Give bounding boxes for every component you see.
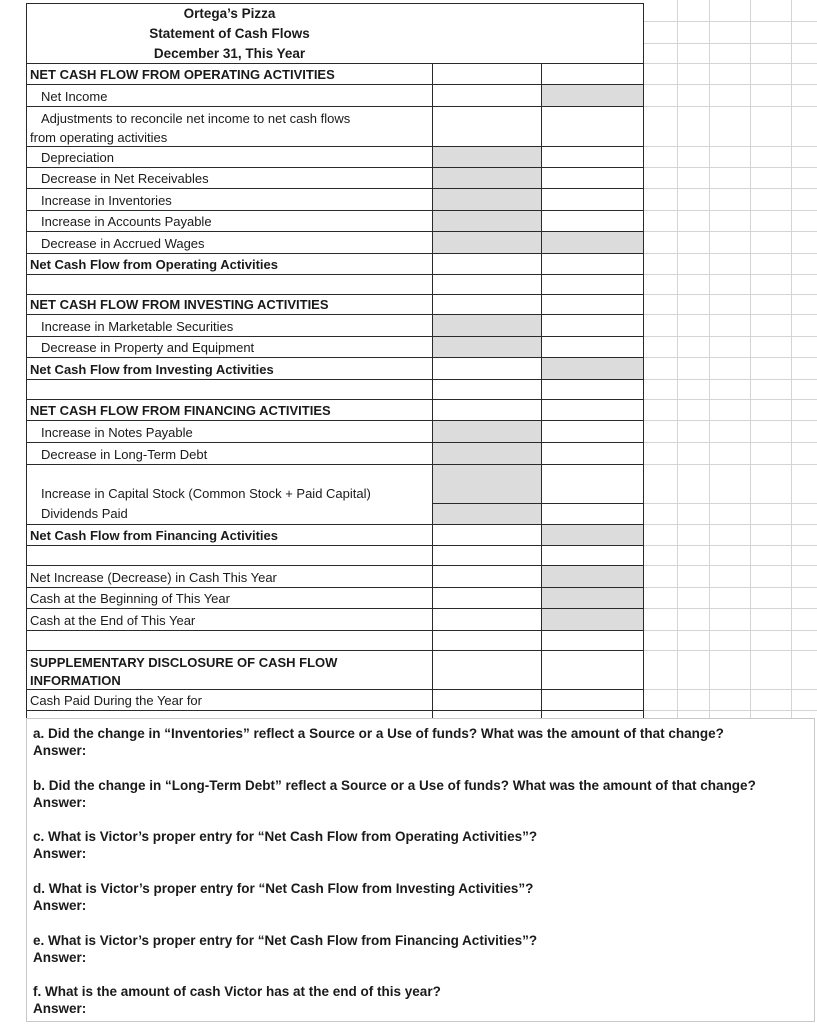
gridline: [677, 0, 678, 720]
gridline: [644, 399, 817, 400]
property-equipment-label: Decrease in Property and Equipment: [41, 340, 255, 355]
label-cell: [26, 275, 433, 295]
gridline: [644, 420, 817, 421]
gridline: [644, 274, 817, 275]
amount-input-cell[interactable]: [433, 503, 542, 524]
label-cell: [26, 211, 433, 232]
gridline: [709, 0, 710, 720]
gridline: [644, 43, 817, 44]
total-cell[interactable]: [542, 400, 644, 421]
total-cell[interactable]: [542, 443, 644, 465]
amount-input-cell[interactable]: [433, 189, 542, 211]
inventories-label: Increase in Inventories: [41, 193, 172, 208]
blank-row: [26, 545, 644, 566]
total-cell[interactable]: [542, 503, 644, 524]
label-cell: [26, 525, 433, 546]
payables-row: [26, 210, 644, 232]
gridline: [644, 294, 817, 295]
operating-total-row: [26, 253, 644, 275]
depreciation-label: Depreciation: [41, 150, 114, 165]
property-equipment-row: [26, 336, 644, 358]
total-cell[interactable]: [542, 168, 644, 189]
total-cell[interactable]: [542, 337, 644, 358]
question-a: [33, 725, 808, 759]
operating-heading: NET CASH FLOW FROM OPERATING ACTIVITIES: [30, 67, 335, 82]
label-cell: [26, 254, 433, 275]
label-cell: [26, 651, 433, 690]
adjustments-label-line2: from operating activities: [30, 130, 168, 145]
operating-total-label: Net Cash Flow from Operating Activities: [30, 257, 279, 272]
label-cell: [26, 443, 433, 465]
total-cell[interactable]: [542, 421, 644, 443]
gridline: [644, 21, 817, 22]
gridline: [644, 710, 817, 711]
statement-header: [26, 3, 644, 63]
gridline: [644, 587, 817, 588]
question-e-text: e. What is Victor’s proper entry for “Net Cash Flow from Financing Activities”?: [33, 933, 538, 948]
net-income-row: [26, 84, 644, 107]
accrued-wages-row: [26, 231, 644, 254]
amount-cell[interactable]: [433, 525, 542, 546]
label-cell: [26, 546, 433, 566]
gridline: [644, 503, 817, 504]
question-e: [33, 932, 808, 966]
amount-input-cell[interactable]: [433, 147, 542, 168]
financing-total-row: [26, 524, 644, 546]
cash-paid-label: Cash Paid During the Year for: [30, 693, 202, 708]
amount-cell[interactable]: [433, 380, 542, 400]
gridline: [644, 357, 817, 358]
total-cell[interactable]: [542, 380, 644, 400]
amount-input-cell[interactable]: [433, 211, 542, 232]
amount-cell[interactable]: [433, 64, 542, 85]
question-d-answer[interactable]: Answer:: [33, 898, 87, 913]
receivables-label: Decrease in Net Receivables: [41, 171, 209, 186]
dividends-row: [26, 503, 644, 524]
dividends-label: Dividends Paid: [41, 506, 128, 521]
long-term-debt-label: Decrease in Long-Term Debt: [41, 447, 208, 462]
gridline: [644, 146, 817, 147]
investing-heading: NET CASH FLOW FROM INVESTING ACTIVITIES: [30, 297, 329, 312]
question-f-text: f. What is the amount of cash Victor has at the end of this year?: [33, 984, 441, 999]
long-term-debt-row: [26, 442, 644, 465]
ending-cash-row: [26, 608, 644, 631]
label-cell: [26, 64, 433, 85]
total-input-cell[interactable]: [542, 525, 644, 546]
question-f-answer[interactable]: Answer:: [33, 1001, 87, 1016]
question-e-answer[interactable]: Answer:: [33, 950, 87, 965]
investing-heading-row: [26, 294, 644, 315]
beginning-cash-row: [26, 587, 644, 609]
total-cell[interactable]: [542, 107, 644, 147]
question-c-answer[interactable]: Answer:: [33, 846, 87, 861]
question-a-answer[interactable]: Answer:: [33, 743, 87, 758]
questions-panel: [26, 718, 815, 1022]
question-d: [33, 880, 808, 914]
amount-cell[interactable]: [433, 275, 542, 295]
financing-heading: NET CASH FLOW FROM FINANCING ACTIVITIES: [30, 403, 331, 418]
gridline: [644, 167, 817, 168]
label-cell: [26, 358, 433, 380]
net-change-row: [26, 565, 644, 588]
total-input-cell[interactable]: [542, 358, 644, 380]
gridline: [644, 650, 817, 651]
gridline: [644, 608, 817, 609]
total-cell[interactable]: [542, 275, 644, 295]
gridline: [644, 630, 817, 631]
question-b-text: b. Did the change in “Long-Term Debt” reflect a Source or a Use of funds? What was the amount of that change?: [33, 778, 756, 793]
capital-stock-label: Increase in Capital Stock (Common Stock + Paid Capital): [41, 486, 371, 501]
payables-label: Increase in Accounts Payable: [41, 214, 212, 229]
gridline: [644, 524, 817, 525]
label-cell: [26, 631, 433, 651]
total-cell[interactable]: [542, 631, 644, 651]
beginning-cash-label: Cash at the Beginning of This Year: [30, 591, 230, 606]
total-input-cell[interactable]: [542, 588, 644, 609]
gridline: [644, 63, 817, 64]
investing-total-label: Net Cash Flow from Investing Activities: [30, 362, 274, 377]
total-cell[interactable]: [542, 64, 644, 85]
gridline: [644, 210, 817, 211]
gridline: [644, 336, 817, 337]
amount-cell[interactable]: [433, 358, 542, 380]
gridline: [644, 689, 817, 690]
label-cell: [26, 380, 433, 400]
total-input-cell[interactable]: [542, 609, 644, 631]
financing-heading-row: [26, 399, 644, 421]
amount-cell[interactable]: [433, 588, 542, 609]
blank-row: [26, 630, 644, 651]
blank-row: [26, 379, 644, 400]
statement-date: December 31, This Year: [153, 46, 306, 61]
supplementary-heading-row: [26, 650, 644, 690]
question-c-text: c. What is Victor’s proper entry for “Net Cash Flow from Operating Activities”?: [33, 829, 538, 844]
amount-cell[interactable]: [433, 651, 542, 690]
total-cell[interactable]: [542, 690, 644, 711]
gridline: [644, 106, 817, 107]
total-cell[interactable]: [542, 147, 644, 168]
amount-cell[interactable]: [433, 690, 542, 711]
label-cell: [26, 588, 433, 609]
statement-title: Statement of Cash Flows: [149, 26, 310, 41]
label-cell: [26, 107, 433, 147]
company-name: Ortega’s Pizza: [183, 6, 276, 21]
notes-payable-row: [26, 420, 644, 443]
gridline: [644, 253, 817, 254]
amount-cell[interactable]: [433, 546, 542, 566]
label-cell: [26, 168, 433, 189]
label-cell: [26, 147, 433, 168]
cash-paid-row: [26, 689, 644, 711]
blank-row: [26, 274, 644, 295]
amount-input-cell[interactable]: [433, 315, 542, 337]
investing-total-row: [26, 357, 644, 380]
total-cell[interactable]: [542, 465, 644, 504]
total-cell[interactable]: [542, 254, 644, 275]
label-cell: [26, 400, 433, 421]
amount-input-cell[interactable]: [433, 168, 542, 189]
financing-total-label: Net Cash Flow from Financing Activities: [30, 528, 278, 543]
label-cell: [26, 609, 433, 631]
amount-input-cell[interactable]: [433, 421, 542, 443]
amount-input-cell[interactable]: [433, 443, 542, 465]
depreciation-row: [26, 146, 644, 168]
supplementary-heading-line2: INFORMATION: [30, 673, 121, 688]
gridline: [644, 464, 817, 465]
label-cell: [26, 295, 433, 315]
question-a-text: a. Did the change in “Inventories” reflect a Source or a Use of funds? What was the amount of that change?: [33, 726, 724, 741]
ending-cash-label: Cash at the End of This Year: [30, 613, 196, 628]
adjustments-label-line1: Adjustments to reconcile net income to net cash flows: [41, 111, 351, 126]
label-cell: [26, 503, 433, 524]
gridline: [644, 379, 817, 380]
label-cell: [26, 85, 433, 107]
total-input-cell[interactable]: [542, 566, 644, 588]
total-cell[interactable]: [542, 189, 644, 211]
total-cell[interactable]: [542, 651, 644, 690]
gridline: [644, 231, 817, 232]
capital-stock-row: [26, 464, 644, 504]
gridline: [644, 442, 817, 443]
total-cell[interactable]: [542, 295, 644, 315]
gridline: [644, 565, 817, 566]
operating-heading-row: [26, 63, 644, 85]
total-input-cell[interactable]: [542, 85, 644, 107]
amount-cell[interactable]: [433, 566, 542, 588]
gridline: [791, 0, 792, 720]
amount-cell[interactable]: [433, 254, 542, 275]
label-cell: [26, 690, 433, 711]
gridline: [750, 0, 751, 720]
question-f: [33, 983, 808, 1017]
amount-cell[interactable]: [433, 400, 542, 421]
net-change-label: Net Increase (Decrease) in Cash This Year: [30, 570, 277, 585]
marketable-securities-label: Increase in Marketable Securities: [41, 319, 234, 334]
net-income-label: Net Income: [41, 89, 108, 104]
amount-cell[interactable]: [433, 609, 542, 631]
label-cell: [26, 465, 433, 504]
question-b-answer[interactable]: Answer:: [33, 795, 87, 810]
gridline: [644, 314, 817, 315]
amount-cell[interactable]: [433, 295, 542, 315]
label-cell: [26, 232, 433, 254]
amount-input-cell[interactable]: [433, 465, 542, 504]
receivables-row: [26, 167, 644, 189]
supplementary-heading-line1: SUPPLEMENTARY DISCLOSURE OF CASH FLOW: [30, 655, 338, 670]
label-cell: [26, 315, 433, 337]
label-cell: [26, 421, 433, 443]
inventories-row: [26, 188, 644, 211]
marketable-securities-row: [26, 314, 644, 337]
question-b: [33, 777, 808, 811]
notes-payable-label: Increase in Notes Payable: [41, 425, 193, 440]
amount-cell[interactable]: [433, 631, 542, 651]
question-c: [33, 828, 808, 862]
total-cell[interactable]: [542, 315, 644, 337]
amount-cell[interactable]: [433, 107, 542, 147]
cash-flow-statement: [26, 3, 644, 717]
amount-cell[interactable]: [433, 85, 542, 107]
amount-input-cell[interactable]: [433, 232, 542, 254]
question-d-text: d. What is Victor’s proper entry for “Net Cash Flow from Investing Activities”?: [33, 881, 534, 896]
adjustments-row: [26, 106, 644, 147]
gridline: [644, 84, 817, 85]
total-cell[interactable]: [542, 211, 644, 232]
gridline: [644, 188, 817, 189]
amount-input-cell[interactable]: [433, 337, 542, 358]
total-input-cell[interactable]: [542, 232, 644, 254]
label-cell: [26, 337, 433, 358]
total-cell[interactable]: [542, 546, 644, 566]
label-cell: [26, 189, 433, 211]
accrued-wages-label: Decrease in Accrued Wages: [41, 236, 205, 251]
label-cell: [26, 566, 433, 588]
gridline: [644, 545, 817, 546]
